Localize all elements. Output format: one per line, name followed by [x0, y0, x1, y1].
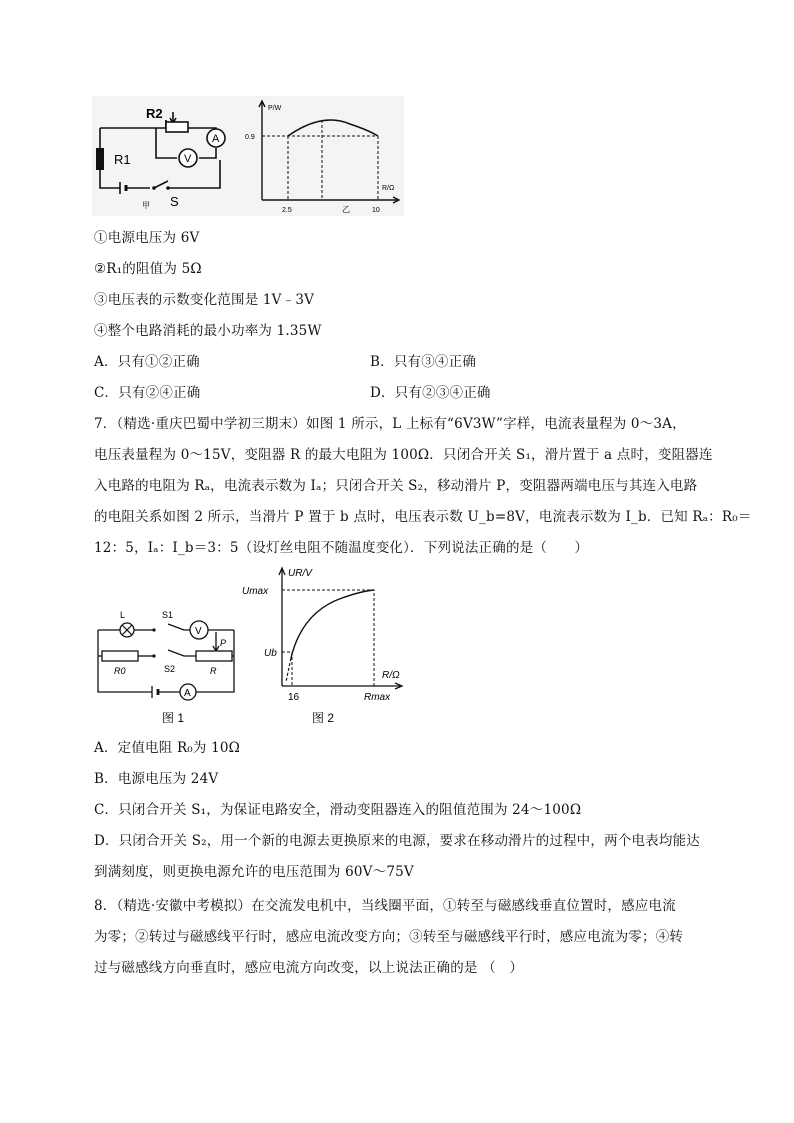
- q6-option-b: B．只有③④正确: [370, 354, 477, 370]
- q6-voltmeter-label: V: [184, 153, 192, 165]
- q7-option-d-line-2: 到满刻度，则更换电源允许的电压范围为 60V～75V: [94, 864, 414, 880]
- q7-voltmeter-label: V: [195, 626, 202, 637]
- q6-statement-3: ③电压表的示数变化范围是 1V﹣3V: [94, 292, 315, 308]
- graph-caption: 乙: [342, 205, 350, 214]
- r0-resistor: [102, 651, 138, 661]
- graph2-x-max: Rmax: [364, 692, 391, 703]
- circuit-caption: 甲: [142, 201, 150, 210]
- graph-y-tick: 0.9: [245, 134, 255, 141]
- p-label: P: [220, 638, 227, 648]
- q7-option-d-line-1: D．只闭合开关 S₂，用一个新的电源去更换原来的电源，要求在移动滑片的过程中，两个电表均能达: [94, 833, 700, 849]
- q6-option-c: C．只有②④正确: [94, 385, 201, 401]
- q6-ammeter-label: A: [212, 133, 220, 145]
- q7-option-a: A．定值电阻 R₀为 10Ω: [94, 740, 241, 756]
- graph-x-label: R/Ω: [382, 185, 395, 192]
- s1-label: S1: [162, 610, 174, 620]
- r0-label: R0: [114, 666, 126, 676]
- figure1-caption: 图 1: [162, 711, 185, 725]
- q8-stem-line-1: 8．（精选·安徽中考模拟）在交流发电机中，当线圈平面，①转至与磁感线垂直位置时，感应电流: [94, 898, 676, 914]
- q7-ammeter-label: A: [184, 688, 191, 699]
- figure2-caption: 图 2: [312, 711, 335, 725]
- switch-label: S: [170, 194, 179, 209]
- q7-figures: [92, 562, 412, 732]
- q6-statement-2: ②R₁的阻值为 5Ω: [94, 261, 202, 277]
- q8-stem-line-2: 为零；②转过与磁感线平行时，感应电流改变方向；③转至与磁感线平行时，感应电流为零；④转: [94, 929, 684, 945]
- graph2-y-max: Umax: [242, 586, 269, 597]
- q7-stem-line-5: 12：5，Iₐ：I_b＝3：5（设灯丝电阻不随温度变化）．下列说法正确的是（ ）: [94, 540, 589, 556]
- graph-y-label: P/W: [268, 105, 282, 112]
- q7-stem-line-1: 7．（精选·重庆巴蜀中学初三期末）如图 1 所示，L 上标有“6V3W”字样，电流表量程为 0～3A，: [94, 416, 686, 432]
- q8-stem-line-3: 过与磁感线方向垂直时，感应电流方向改变，以上说法正确的是 （ ）: [94, 960, 524, 976]
- s2-label: S2: [164, 664, 176, 674]
- q7-option-b: B．电源电压为 24V: [94, 771, 219, 787]
- r1-label: R1: [114, 152, 131, 167]
- q6-option-a: A．只有①②正确: [94, 354, 200, 370]
- q6-statement-4: ④整个电路消耗的最小功率为 1.35W: [94, 323, 322, 339]
- graph2-x-tick: 16: [288, 692, 300, 703]
- lamp-label: L: [120, 610, 126, 620]
- r1-resistor: [96, 148, 104, 170]
- voltage-curve: [291, 590, 374, 658]
- lamp: [120, 623, 134, 637]
- q7-option-c: C．只闭合开关 S₁，为保证电路安全，滑动变阻器连入的阻值范围为 24～100Ω: [94, 802, 582, 818]
- q7-stem-line-2: 电压表量程为 0～15V，变阻器 R 的最大电阻为 100Ω．只闭合开关 S₁，滑片置于 a 点时，变阻器连: [94, 447, 713, 463]
- graph-x-tick-2: 10: [372, 207, 380, 214]
- q6-statement-1: ①电源电压为 6V: [94, 230, 200, 246]
- graph2-x-label: R/Ω: [382, 670, 400, 681]
- q7-stem-line-4: 的电阻关系如图 2 所示，当滑片 P 置于 b 点时，电压表示数 U_b=8V，电流表示数为 I_b．已知 Rₐ：R₀＝: [94, 509, 752, 525]
- r-rheostat: [196, 651, 232, 661]
- q6-figure: [92, 96, 404, 216]
- r2-rheostat: [166, 122, 188, 132]
- q6-option-d: D．只有②③④正确: [370, 385, 491, 401]
- r-label: R: [210, 666, 217, 676]
- graph2-y-label: UR/V: [288, 568, 312, 579]
- r2-label: R2: [146, 106, 163, 121]
- graph-x-tick-1: 2.5: [282, 207, 292, 214]
- graph2-y-b: Ub: [264, 648, 277, 659]
- q7-stem-line-3: 入电路的电阻为 Rₐ，电流表示数为 Iₐ；只闭合开关 S₂，移动滑片 P，变阻器两端电压与其连入电路: [94, 478, 698, 494]
